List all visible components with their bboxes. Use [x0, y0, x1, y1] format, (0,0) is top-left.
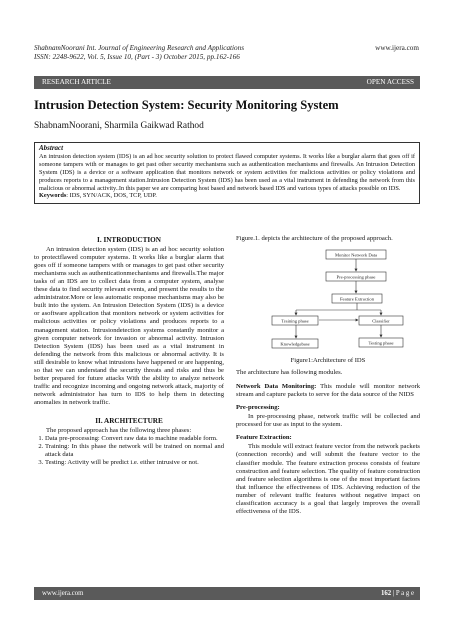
diagram-label: Pre-processing phase: [336, 274, 376, 280]
list-item: 3. Testing: Activity will be predict i.e. either intrusive or not.: [45, 459, 224, 467]
paper-authors: ShabnamNoorani, Sharmila Gaikwad Rathod: [34, 121, 204, 131]
diagram-label: Knowledgebase: [280, 341, 310, 347]
feature-extraction-paragraph: This module will extract feature vector from the network packets (connection records) and will submit the feature vector to the classifier module. The feature extraction process consists of feature construction and feature selection. The quality of feature construction and feature selection algorithms is one of the most important factors that influence the effectiveness of IDS. Achieving reduction of the number of relevant traffic features without negative impact on classification accuracy is a goal that largely improves the overall effectiveness of the IDS.: [236, 443, 420, 515]
running-header: [34, 44, 419, 62]
paper-title: Intrusion Detection System: Security Monitoring System: [34, 98, 339, 112]
list-item: 2. Training: In this phase the network will be trained on normal and attack data: [45, 443, 224, 459]
preprocessing-paragraph: In pre-processing phase, network traffic will be collected and processed for use as input to the system.: [236, 413, 420, 429]
diagram-label: Monitor Network Data: [334, 252, 378, 258]
ndm-paragraph: [236, 383, 420, 399]
feature-extraction-heading: Feature Extraction:: [236, 434, 292, 442]
abstract-heading: Abstract: [39, 144, 64, 152]
open-access-label: OPEN ACCESS: [366, 78, 414, 86]
intro-heading: I. INTRODUCTION: [97, 236, 161, 244]
keywords-line: [39, 192, 415, 200]
ndm-text: This module will monitor network stream and capture packets to serve for the data source of the NIDS: [236, 383, 420, 399]
article-type-band: [34, 76, 420, 89]
page-label: | P a g e: [391, 590, 414, 597]
ndm-label: Network Data Monitoring:: [236, 383, 317, 391]
page-footer: [34, 587, 420, 600]
keywords-text: : IDS, SYN/ACK, DOS, TCP, UDP.: [66, 192, 157, 200]
keywords-label: Keywords: [39, 192, 67, 200]
right-column: [236, 235, 420, 516]
intro-paragraph: An intrusion detection system (IDS) is an ad hoc security solution to protectflawed computer systems. It works like a burglar alarm that goes off if someone tampers with or manages to get past other security mechanisms such as authenticationmechanisms and firewalls.The major tasks of an IDS are to collect data from a computer system, analyse these data to find security relevant events, and present the results to the administrator.More or less automatic response mechanisms may also be built into the system. An Intrusion Detection System (IDS) is a device or asoftware application that monitors network or system activities for malicious activities or policy violations and produces reports to a management station. Intrusiondetection systems constantly monitor a given computer network for invasion or abnormal activity. Intrusion Detection System (IDS) has been used as a vital instrument in defending the network from this malicious or abnormal activity. It is still desirable to know what intrusions have happened or are happening, so that we can understand the security threats and risks and thus be better prepared for future attacks With the ability to analyze network traffic and recognize incoming and ongoing network attack, majority of network administrator has turn to IDS to help them in detecting anomalies in network traffic.: [34, 246, 224, 406]
preprocessing-heading: Pre-processing:: [236, 404, 280, 412]
abstract-text: An intrusion detection system (IDS) is an ad hoc security solution to protect flawed computer systems. It works like a burglar alarm that goes off if someone tampers with or manages to get past other security mechanisms such as authentication mechanisms and firewalls. An Intrusion Detection System (IDS) is a device or a software application that monitors network or system activities for malicious activities or policy violations and produces reports to a management station.Intrusion Detection System (IDS) has been used as a vital instrument in defending the network from this malicious or abnormal activity..In this paper we are comparing host based and network based IDS and various types of attacks possible on IDS.: [39, 152, 415, 192]
architecture-paragraph: The proposed approach has the following three phases:: [46, 427, 192, 435]
architecture-heading: II. ARCHITECTURE: [95, 416, 163, 425]
architecture-diagram-svg: [236, 248, 420, 355]
journal-line-2: ISSN: 2248-9622, Vol. 5, Issue 10, (Part - 3) October 2015, pp.162-166: [34, 53, 240, 61]
page-number: [381, 587, 414, 600]
diagram-label: Feature Extraction: [339, 296, 375, 302]
figure-intro-text: Figure.1. depicts the architecture of the proposed approach.: [236, 235, 393, 242]
left-column: [34, 236, 224, 467]
figure-caption: Figure1:Architecture of IDS: [290, 357, 366, 365]
diagram-label: Training phase: [281, 318, 309, 324]
footer-site-link[interactable]: www.ijera.com: [42, 590, 84, 597]
modules-line: The architecture has following modules.: [236, 369, 343, 377]
diagram-label: Classifier: [372, 318, 390, 324]
phases-list: [34, 435, 224, 467]
page-number-value: 162: [380, 590, 392, 597]
diagram-label: Testing phase: [368, 340, 394, 346]
architecture-diagram: [236, 248, 420, 355]
journal-line-1: ShabnamNoorani Int. Journal of Engineering Research and Applications: [34, 44, 245, 52]
research-article-label: RESEARCH ARTICLE: [42, 78, 111, 86]
abstract-box: [34, 142, 420, 204]
header-site-link[interactable]: www.ijera.com: [375, 44, 419, 52]
list-item: 1. Data pre-processing: Convert raw data to machine readable form.: [45, 435, 224, 443]
